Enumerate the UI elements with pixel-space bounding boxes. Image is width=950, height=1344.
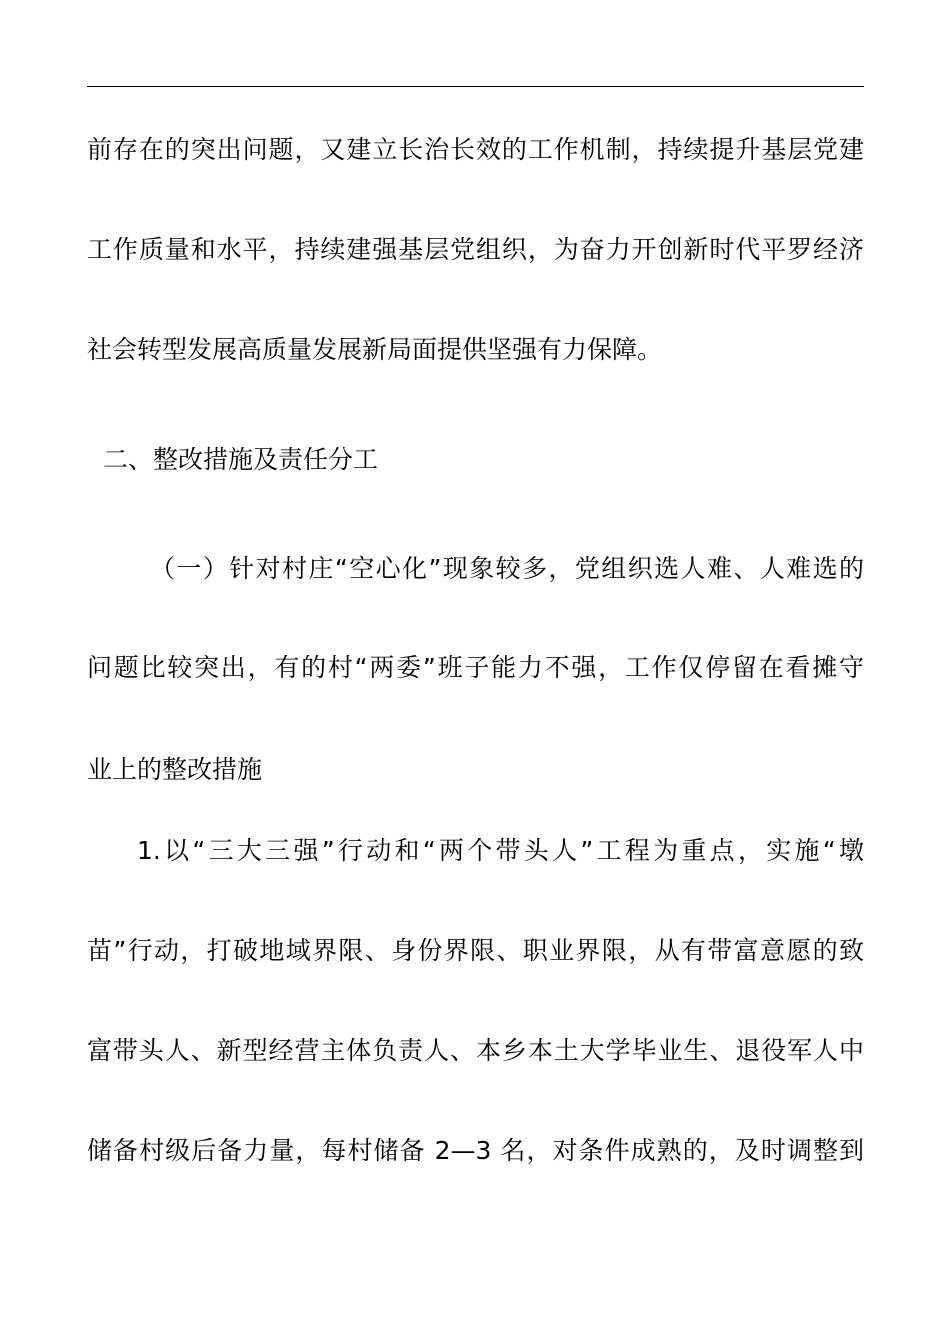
section-heading: 二、整改措施及责任分工 (103, 445, 379, 474)
subsection-heading-continued: 问题比较突出，有的村“两委”班子能力不强，工作仅停留在看摊守 (87, 653, 864, 682)
body-text-line: 工作质量和水平，持续建强基层党组织，为奋力开创新时代平罗经济 (87, 235, 864, 264)
body-text-line: 苗”行动，打破地域界限、身份界限、职业界限，从有带富意愿的致 (87, 936, 864, 965)
subsection-heading-end: 业上的整改措施 (87, 755, 263, 784)
header-divider (87, 86, 864, 87)
body-text-line: 前存在的突出问题，又建立长治长效的工作机制，持续提升基层党建 (87, 135, 864, 164)
body-text-line: 储备村级后备力量，每村储备 2—3 名，对条件成熟的，及时调整到 (87, 1136, 864, 1165)
numbered-item-text: 1.以“三大三强”行动和“两个带头人”工程为重点，实施“墩 (137, 836, 864, 865)
body-text-line: 社会转型发展高质量发展新局面提供坚强有力保障。 (87, 335, 663, 364)
subsection-heading: （一）针对村庄“空心化”现象较多，党组织选人难、人难选的 (150, 554, 864, 583)
body-text-line: 富带头人、新型经营主体负责人、本乡本土大学毕业生、退役军人中 (87, 1036, 864, 1065)
